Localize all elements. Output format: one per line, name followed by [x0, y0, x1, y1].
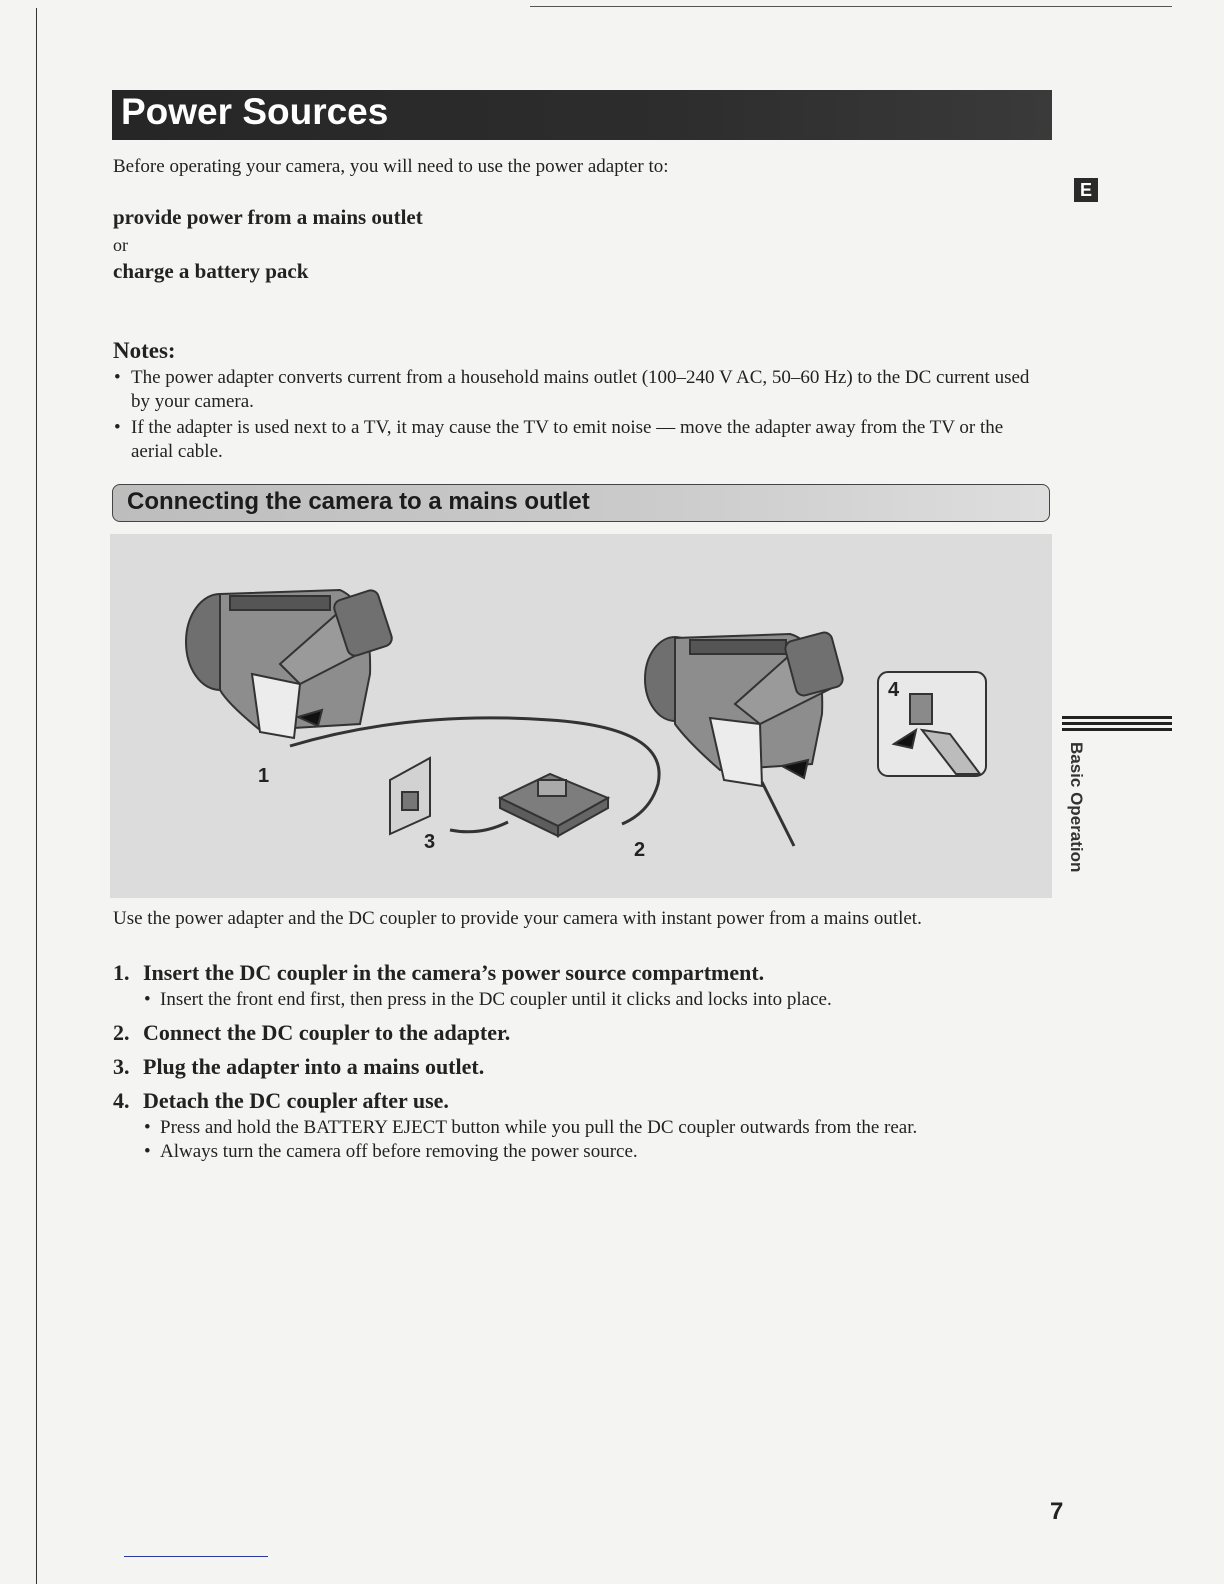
step-text: Connect the DC coupler to the adapter. — [143, 1020, 511, 1045]
steps-list — [113, 960, 1073, 1172]
language-badge: E — [1074, 178, 1098, 202]
page-number: 7 — [1050, 1498, 1064, 1525]
step-detail: • Always turn the camera off before removing the power source. — [143, 1140, 1073, 1164]
step-text: Plug the adapter into a mains outlet. — [143, 1054, 485, 1079]
note-item: • If the adapter is used next to a TV, it may cause the TV to emit noise — move the adapter away from the TV or the aerial cable. — [113, 416, 1048, 464]
step-detail: • Press and hold the BATTERY EJECT button while you pull the DC coupler outwards from the rear. — [143, 1116, 1073, 1140]
step-item — [113, 1054, 1073, 1080]
step-item — [113, 960, 1073, 1012]
page-title: Power Sources — [121, 91, 389, 132]
top-rule — [530, 6, 1172, 7]
section-heading: Connecting the camera to a mains outlet — [127, 488, 590, 515]
illustration-label-3: 3 — [424, 831, 436, 853]
step-number: 3. — [113, 1054, 130, 1079]
illustration-label-1: 1 — [258, 765, 270, 787]
option-mains-power: provide power from a mains outlet — [113, 205, 423, 229]
step-number: 1. — [113, 960, 130, 985]
side-tab-label: Basic Operation — [1067, 742, 1086, 873]
notes-list — [113, 366, 1048, 466]
section-tab-rules — [1062, 716, 1172, 734]
option-separator: or — [113, 235, 128, 255]
notes-heading: Notes: — [113, 338, 176, 363]
illustration-caption: Use the power adapter and the DC coupler to provide your camera with instant power from a mains outlet. — [113, 908, 922, 929]
section-heading-bar — [112, 484, 1050, 522]
step-number: 4. — [113, 1088, 130, 1113]
step-number: 2. — [113, 1020, 130, 1045]
step-item — [113, 1088, 1073, 1164]
connection-illustration — [110, 534, 1052, 898]
margin-rule — [36, 8, 37, 1584]
title-bar — [112, 90, 1052, 140]
footer-rule — [124, 1556, 268, 1557]
step-text: Detach the DC coupler after use. — [143, 1088, 449, 1113]
note-item: • The power adapter converts current from a household mains outlet (100–240 V AC, 50–60 Hz) to the DC current used by your camera. — [113, 366, 1048, 414]
step-detail: • Insert the front end first, then press in the DC coupler until it clicks and locks into place. — [143, 988, 1073, 1012]
step-item — [113, 1020, 1073, 1046]
option-charge-battery: charge a battery pack — [113, 259, 309, 283]
step-text: Insert the DC coupler in the camera’s power source compartment. — [143, 960, 765, 985]
illustration-label-2: 2 — [634, 839, 646, 861]
illustration-label-4: 4 — [888, 679, 900, 701]
intro-text: Before operating your camera, you will need to use the power adapter to: — [113, 156, 669, 177]
